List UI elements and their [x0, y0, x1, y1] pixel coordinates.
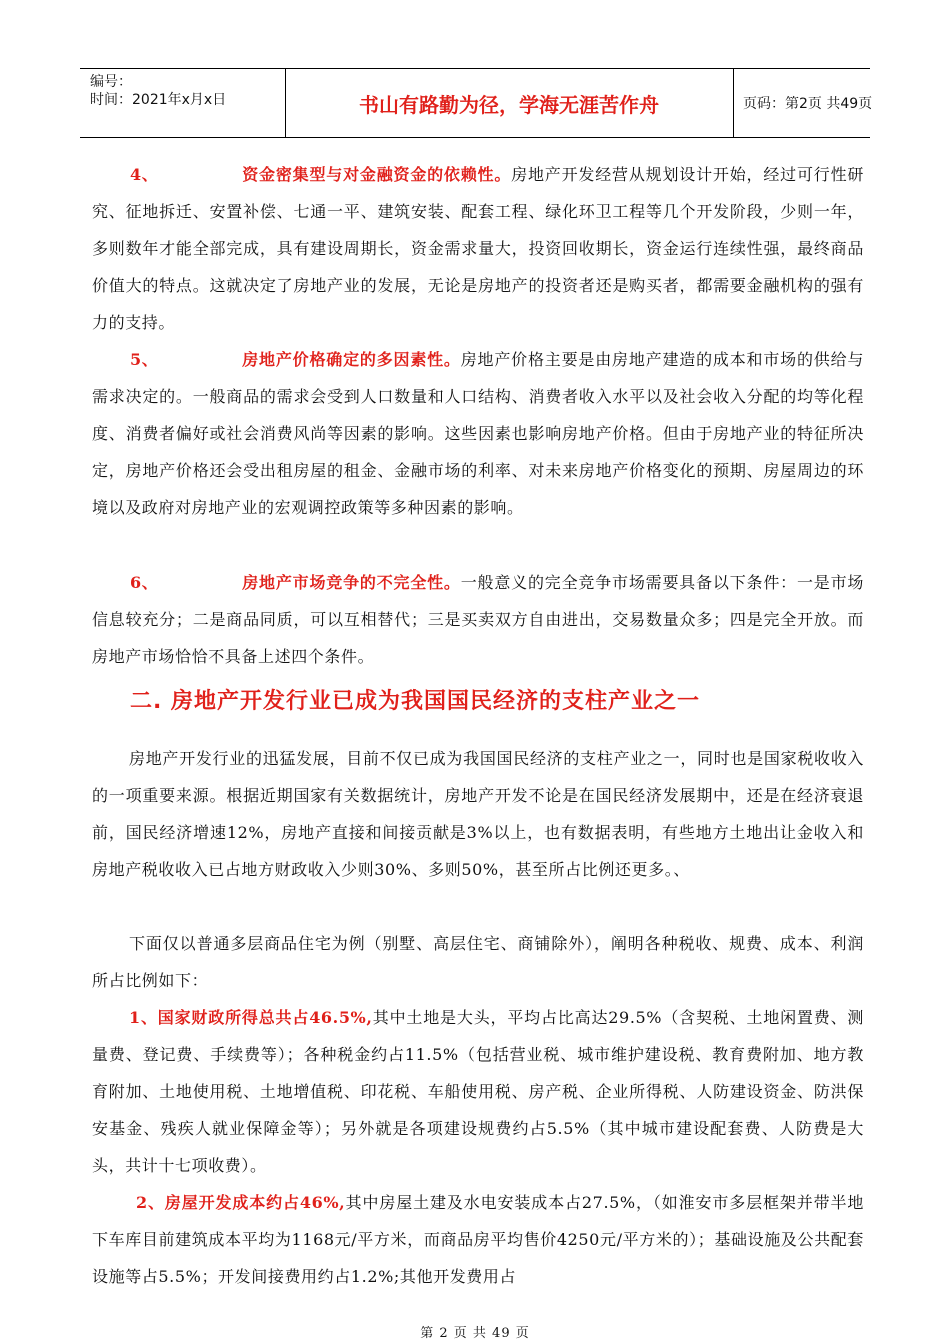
header-motto: 书山有路勤为径，学海无涯苦作舟	[285, 69, 734, 137]
page-header	[80, 68, 873, 138]
paragraph-lead: 房屋开发成本约占46%,	[164, 1193, 346, 1212]
header-page-number: 页码：第2页 共49页	[743, 96, 873, 112]
item-number: 4、	[130, 165, 159, 184]
section-paragraph: 房地产开发行业的迅猛发展，目前不仅已成为我国国民经济的支柱产业之一，同时也是国家税收收入的一项重要来源。根据近期国家有关数据统计，房地产开发不论是在国民经济发展期中，还是在经济衰退前，国民经济增速12%，房地产直接和间接贡献是3%以上，也有数据表明，有些地方土地出让金收入和房地产税收收入已占地方财政收入少则30%、多则50%，甚至所占比例还更多。、	[92, 749, 864, 879]
list-item	[92, 156, 864, 341]
section-paragraph	[92, 999, 864, 1184]
item-body: 房地产开发经营从规划设计开始，经过可行性研究、征地拆迁、安置补偿、七通一平、建筑安装、配套工程、绿化环卫工程等几个开发阶段，少则一年，多则数年才能全部完成，具有建设周期长，资金需求量大，投资回收期长，资金运行连续性强，最终商品价值大的特点。这就决定了房地产业的发展，无论是房地产的投资者还是购买者，都需要金融机构的强有力的支持。	[92, 165, 864, 332]
page-footer: 第 2 页 共 49 页	[420, 1326, 530, 1341]
paragraph-number: 2、	[136, 1193, 165, 1212]
item-title: 房地产市场竞争的不完全性。	[242, 573, 461, 592]
list-item	[92, 564, 864, 675]
header-meta	[80, 69, 286, 137]
item-title: 房地产价格确定的多因素性。	[242, 350, 461, 369]
doc-number-label: 编号：	[90, 74, 132, 90]
section-paragraph	[92, 1184, 864, 1295]
section-heading: 二. 房地产开发行业已成为我国国民经济的支柱产业之一	[130, 689, 701, 714]
item-body: 一般意义的完全竞争市场需要具备以下条件：一是市场信息较充分；二是商品同质，可以互相替代；三是买卖双方自由进出，交易数量众多；四是完全开放。而房地产市场恰恰不具备上述四个条件。	[92, 573, 864, 666]
item-number: 5、	[130, 350, 159, 369]
paragraph-body: 其中土地是大头，平均占比高达29.5%（含契税、土地闲置费、测量费、登记费、手续费等）；各种税金约占11.5%（包括营业税、城市维护建设税、教育费附加、地方教育附加、土地使用税、土地增值税、印花税、车船使用税、房产税、企业所得税、人防建设资金、防洪保安基金、残疾人就业保障金等）；另外就是各项建设规费约占5.5%（其中城市建设配套费、人防费是大头，共计十七项收费）。	[92, 1008, 864, 1175]
list-item	[92, 341, 864, 526]
item-title: 资金密集型与对金融资金的依赖性。	[242, 165, 512, 184]
paragraph-lead: 1、国家财政所得总共占46.5%,	[129, 1008, 373, 1027]
doc-date-label: 时间：2021年x月x日	[90, 92, 227, 108]
section-paragraph: 下面仅以普通多层商品住宅为例（别墅、高层住宅、商铺除外），阐明各种税收、规费、成本、利润所占比例如下：	[92, 934, 864, 990]
item-body: 房地产价格主要是由房地产建造的成本和市场的供给与需求决定的。一般商品的需求会受到人口数量和人口结构、消费者收入水平以及社会收入分配的均等化程度、消费者偏好或社会消费风尚等因素的影响。这些因素也影响房地产价格。但由于房地产业的特征所决定，房地产价格还会受出租房屋的租金、金融市场的利率、对未来房地产价格变化的预期、房屋周边的环境以及政府对房地产业的宏观调控政策等多种因素的影响。	[92, 350, 864, 517]
paragraph-body: 其中房屋土建及水电安装成本占27.5%，（如淮安市多层框架并带半地下车库目前建筑成本平均为1168元/平方米，而商品房平均售价4250元/平方米的）；基础设施及公共配套设施等占5.5%；开发间接费用约占1.2%;其他开发费用占	[92, 1193, 864, 1286]
item-number: 6、	[130, 573, 159, 592]
